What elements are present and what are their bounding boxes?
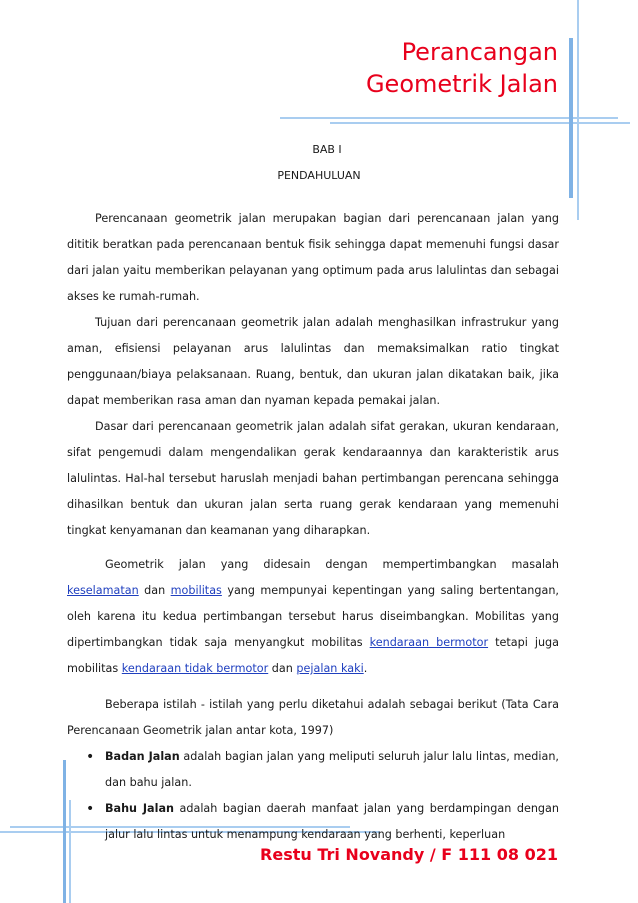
paragraph-1: Perencanaan geometrik jalan merupakan bagian dari perencanaan jalan yang dititik beratkan pada perencanaan bentuk fisik sehingga dapat memenuhi fungsi dasar dari jalan yaitu memberikan pelayanan yang optimum pada arus lalulintas dan sebagai akses ke rumah-rumah. (67, 212, 559, 303)
document-body (67, 206, 559, 848)
bullet-marker: • (86, 801, 95, 817)
list-item (67, 744, 559, 796)
definition-text: adalah bagian daerah manfaat jalan yang berdampingan dengan jalur lalu lintas untuk menampung kendaraan yang berhenti, keperluan (105, 802, 559, 841)
paragraph-2: Tujuan dari perencanaan geometrik jalan adalah menghasilkan infrastrukur yang aman, efisiensi pelayanan arus lalulintas dan memaksimalkan ratio tingkat penggunaan/biaya pelaksanaan. Ruang, bentuk, dan ukuran jalan dikatakan baik, jika dapat memberikan rasa aman dan nyaman kepada pemakai jalan. (67, 316, 559, 407)
link-pejalan-kaki[interactable]: pejalan kaki (296, 662, 364, 675)
paragraph-4-text-4: tetapi juga mobilitas (67, 636, 559, 675)
definition-list (67, 744, 559, 848)
paragraph-4-text-3: yang mempunyai kepentingan yang saling bertentangan, oleh karena itu kedua pertimbangan tersebut harus diseimbangkan. Mobilitas yang dipertimbangkan tidak saja menyangkut mobilitas (67, 584, 559, 649)
decor-line-top-horizontal-2 (330, 122, 630, 124)
paragraph-4-text-2: dan (138, 584, 171, 597)
footer-author: Restu Tri Novandy / F 111 08 021 (260, 845, 558, 864)
paragraph-5: Beberapa istilah - istilah yang perlu diketahui adalah sebagai berikut (Tata Cara Perencanaan Geometrik jalan antar kota, 1997) (67, 698, 559, 737)
definition-text: adalah bagian jalan yang meliputi seluruh jalur lalu lintas, median, dan bahu jalan. (105, 750, 559, 789)
title-line-1: Perancangan (401, 38, 558, 66)
paragraph-4-text-6: . (363, 662, 368, 675)
list-item (67, 796, 559, 848)
link-mobilitas[interactable]: mobilitas (170, 584, 222, 597)
link-kendaraan-bermotor[interactable]: kendaraan bermotor (369, 636, 489, 649)
paragraph-4-text-1: Geometrik jalan yang didesain dengan mempertimbangkan masalah (105, 558, 559, 571)
paragraph-3: Dasar dari perencanaan geometrik jalan adalah sifat gerakan, ukuran kendaraan, sifat pengemudi dalam mengendalikan gerak kendaraannya dan karakteristik arus lalulintas. Hal-hal tersebut haruslah menjadi bahan pertimbangan perencana sehingga dihasilkan bentuk dan ukuran jalan serta ruang gerak kendaraan yang memenuhi tingkat kenyamanan dan keamanan yang diharapkan. (67, 420, 559, 537)
document-title (366, 36, 558, 100)
decor-line-top-horizontal (280, 117, 618, 119)
paragraph-4-text-5: dan (268, 662, 297, 675)
decor-line-right-vertical-2 (577, 0, 579, 220)
link-kendaraan-tidak-bermotor[interactable]: kendaraan tidak bermotor (121, 662, 269, 675)
paragraph-4 (67, 552, 559, 682)
chapter-number: BAB I (312, 143, 342, 156)
link-keselamatan[interactable]: keselamatan (67, 584, 139, 597)
title-line-2: Geometrik Jalan (365, 70, 558, 98)
term-bahu-jalan: Bahu Jalan (105, 802, 174, 815)
chapter-name: PENDAHULUAN (277, 169, 361, 182)
bullet-marker: • (86, 749, 95, 765)
decor-line-left-vertical (63, 760, 66, 903)
term-badan-jalan: Badan Jalan (105, 750, 180, 763)
